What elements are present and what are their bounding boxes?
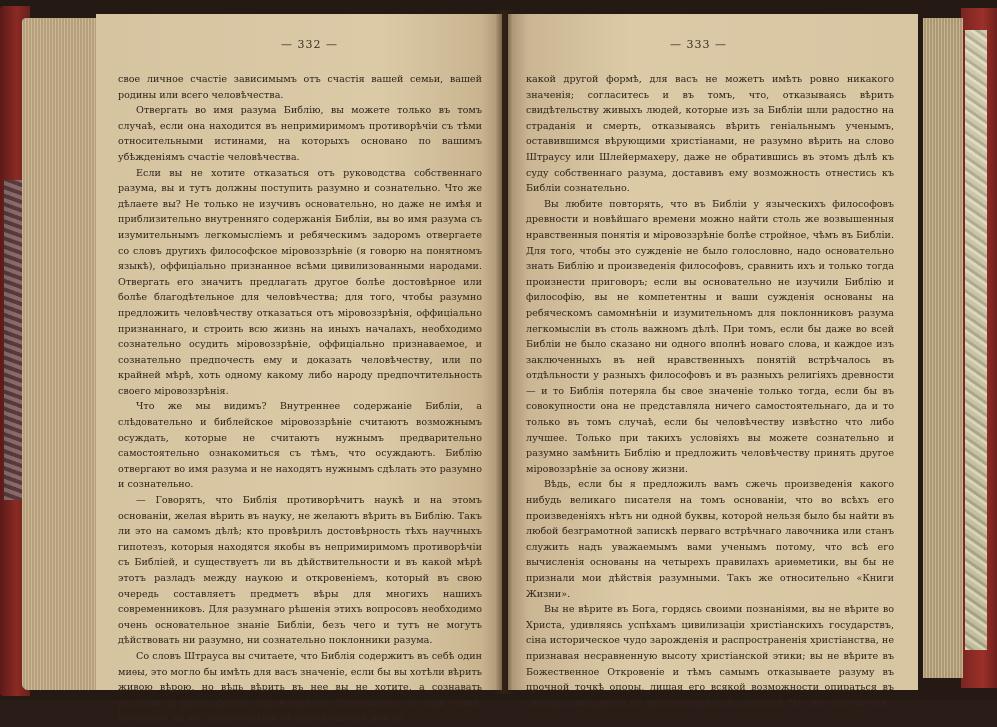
- paragraph: Вѣдь, если бы я предложилъ вамъ сжечь произведенія какого нибудь великаго писателя на томъ основаніи, что во всѣхъ его произведеніяхъ нѣтъ ни одной буквы, которой нельзя было бы найти въ любой безграмотной запискѣ перваго встрѣчнаго лавочника или станъ служить надъ уважаемымъ вами ученымъ потому, что всѣ его вычисленія основаны на четырехъ правилахъ ариѳметики, вы бы не признали мои дѣйствія разумными. Такъ же относительно «Книги Жизни».: [526, 479, 894, 600]
- paragraph: Со словъ Штрауса вы считаете, что Библія содержитъ въ себѣ один миѳы, это могло бы имѣть для васъ значеніе, если бы вы хотѣли вѣрить живою вѣрою, но вѣдь вѣрить въ нее вы не хотите, а сознавать разумность философскаго міровоззрѣнія. Согласитесь, что при этомъ, изложено ли это міровоззрѣніе въ формѣ миѳовъ или въ: [118, 650, 482, 725]
- marbled-endpaper-left: [4, 180, 22, 500]
- right-page: [508, 14, 918, 709]
- page-number: — 333 —: [670, 38, 727, 51]
- paragraph: Вы не вѣрите въ Бога, гордясь своими познаніями, вы не вѣрите во Христа, удивляясь успѣхамъ цивилизаціи христіанскихъ государствъ, сіна историческое чудо зарожденія и распространенія христіанства, не признавая несравненную высоту христіанской этики; вы не вѣрите въ Божественное Откровеніе и тѣмъ самымъ отказываете разуму въ прочной точкѣ опоры, лишая его всякой возможности опираться въ своихъ изысканіяхъ на знаніи истины абсолютной. Что же получается: [526, 604, 894, 709]
- paragraph: Отвергать во имя разума Библію, вы можете только въ томъ случаѣ, если она находится въ непримиримомъ противорѣчіи съ тѣми относительными истинами, на которыхъ основано по вашимъ убѣжденіямъ счастіе человѣчества.: [118, 105, 482, 163]
- paragraph: Вы любите повторять, что въ Библіи у языческихъ философовъ древности и новѣйшаго времени можно найти столь же возвышенныя нравственныя понятія и міровоззрѣніе болѣе стройное, чѣмъ въ Библіи. Для того, чтобы это сужденіе не было голословно, надо основательно знать Библію и произведенія философовъ, сравнить ихъ и только тогда произнести приговоръ; если вы основательно не изучили Библію и философію, вы не компетентны и ваши сужденія основаны на ребяческомъ самомнѣніи и изумительномъ для поклонниковъ разума легкомысліи въ столь важномъ дѣлѣ. При томъ, если бы даже во всей Библіи не было сказано ни одного вполнѣ новаго слова, и каждое изъ заключенныхъ въ ней нравственныхъ понятій встрѣчалось въ отдѣльности у разныхъ философовъ и въ разныхъ религіяхъ древности — и то Библія потеряла бы свое значеніе только тогда, если бы въ совокупности она не представляла ничего самостоятельнаго, да и то только въ томъ случаѣ, если бы человѣчеству извѣстно что либо лучшее. Только при такихъ условіяхъ вы можете сознательно и разумно замѣнить Библію и предложить человѣчеству принять другое міровоззрѣніе за основу жизни.: [526, 198, 894, 475]
- book-gutter: [496, 10, 512, 694]
- paragraph: Если вы не хотите отказаться отъ руководства собственнаго разума, вы и тутъ должны поступить разумно и сознательно. Что же дѣлаете вы? Не только не изучивъ основательно, но даже не имѣя и приблизительно внутренняго содержанія Библіи, вы во имя разума съ изумительнымъ легкомысліемъ и ребяческимъ задоромъ отвергаете со словъ другихъ философское міровоззрѣніе (я говорю на понятномъ языкѣ), оффиціально признанное всѣми цивилизованными народами. Отвергать его значитъ предлагать другое болѣе достовѣрное или болѣе благодѣтельное для человѣчества; для того, чтобы разумно предложить человѣчеству отказаться отъ міровоззрѣнія, оффиціально признаннаго, и строить всю жизнь на иныхъ началахъ, необходимо сознательно осудить міровоззрѣніе, оффиціально признаваемое, и сознательно предпочесть ему и доказать человѣчеству, или по крайней мѣрѣ, хоть одному какому либо народу предпочтительность своего міровоззрѣнія.: [118, 167, 482, 397]
- page-edges-left: [22, 18, 102, 690]
- paragraph: Что же мы видимъ? Внутреннее содержаніе Библіи, а слѣдовательно и библейское міровоззрѣніе считаютъ возможнымъ осуждать, которые не считаютъ нужнымъ предварительно самостоятельно ознакомиться съ тѣмъ, что осуждаютъ. Библію отвергают во имя разума и не находятъ нужнымъ сдѣлать это разумно и сознательно.: [118, 401, 482, 491]
- page-edges-right: [923, 18, 963, 678]
- page-body: [118, 72, 482, 727]
- paragraph: какой другой формѣ, для васъ не можетъ имѣть ровно никакого значенія; согласитесь и въ томъ, что, отказываясь вѣрить свидѣтельству живыхъ людей, которые изъ за Библіи шли радостно на страданія и смерть, отказываясь вѣрить геніальнымъ ученымъ, оставившимся вѣрующими христіанами, не разумно вѣрить на слово Штраусу или Шлейермахеру, даже не обратившись въ этомъ дѣлѣ къ суду собственнаго разума, доставивъ ему возможность отнестись къ Библіи сознательно.: [526, 74, 894, 195]
- page-number: — 332 —: [281, 38, 338, 51]
- paragraph: — Говорятъ, что Библія противорѣчитъ наукѣ и на этомъ основаніи, желая вѣрить въ науку, не желаютъ вѣрить въ Библію. Такъ ли это на самомъ дѣлѣ; кто провѣрилъ достовѣрность тѣхъ научныхъ гипотезъ, которыя находятся якобы въ непримиримомъ противорѣчіи съ Библіей, и существуетъ ли въ дѣйствительности и въ какой мѣрѣ этотъ разладъ между наукою и откровеніемъ, который въ свою очередь составляетъ предметъ вѣры для многихъ нашихъ современниковъ. Для разумнаго рѣшенія этихъ вопросовъ необходимо очень основательное знаніе Библіи, безъ чего и тутъ не могутъ дѣйствовать ни разумно, ни сознательно поклонники разума.: [118, 495, 482, 647]
- paragraph: свое личное счастіе зависимымъ отъ счастія вашей семьи, вашей родины или всего человѣчества.: [118, 74, 482, 101]
- page-body: [526, 72, 894, 711]
- left-page: [96, 14, 502, 725]
- marbled-endpaper-right: [965, 30, 987, 650]
